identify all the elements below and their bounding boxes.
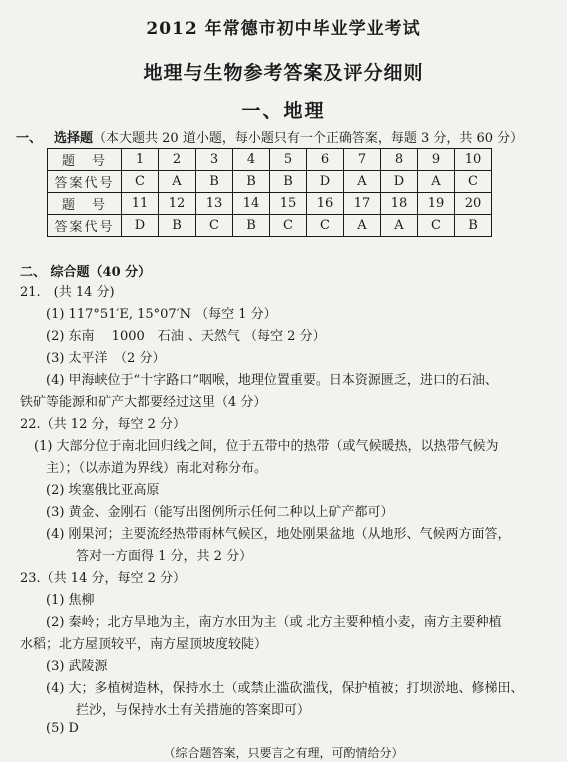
row-header: 答案代号 <box>48 215 122 237</box>
q21-heading: 21. (共 14 分) <box>20 285 115 300</box>
q22-answer-1: (1) 大部分位于南北回归线之间，位于五带中的热带（或气候暖热，以热带气候为 <box>34 439 499 454</box>
part1-heading <box>16 127 523 146</box>
table-cell: 20 <box>455 193 492 215</box>
table-cell: 8 <box>381 149 418 171</box>
table-cell: D <box>122 215 159 237</box>
q21-answer-4-cont: 铁矿等能源和矿产大都要经过这里（4 分） <box>20 395 267 410</box>
table-cell: C <box>455 171 492 193</box>
table-cell: 14 <box>233 193 270 215</box>
answer-table <box>47 148 492 237</box>
table-cell: A <box>418 171 455 193</box>
table-cell: 13 <box>196 193 233 215</box>
table-cell: 16 <box>307 193 344 215</box>
table-cell: D <box>381 171 418 193</box>
table-cell: A <box>344 215 381 237</box>
q23-answer-5: (5) D <box>46 721 79 736</box>
part2-heading: 二、 综合题（40 分） <box>20 265 152 280</box>
table-cell: B <box>270 171 307 193</box>
table-cell: C <box>196 215 233 237</box>
table-cell: 11 <box>122 193 159 215</box>
q21-answer-3: (3) 太平洋 （2 分） <box>46 351 166 366</box>
table-cell: C <box>418 215 455 237</box>
table-cell: 4 <box>233 149 270 171</box>
table-cell: 2 <box>159 149 196 171</box>
table-cell: B <box>233 215 270 237</box>
row-header: 题 号 <box>48 193 122 215</box>
table-cell: B <box>196 171 233 193</box>
exam-title: 2012 年常德市初中毕业学业考试 <box>146 19 421 39</box>
table-row <box>48 149 492 171</box>
q23-answer-2-cont: 水稻；北方屋顶较平，南方屋顶坡度较陡） <box>20 637 268 652</box>
table-cell: B <box>159 215 196 237</box>
row-header: 答案代号 <box>48 171 122 193</box>
q21-answer-1: (1) 117°51′E, 15°07′N （每空 1 分） <box>46 307 277 322</box>
row-header: 题 号 <box>48 149 122 171</box>
table-row <box>48 215 492 237</box>
q23-answer-1: (1) 焦柳 <box>46 593 95 608</box>
table-cell: 19 <box>418 193 455 215</box>
table-cell: 3 <box>196 149 233 171</box>
table-cell: 18 <box>381 193 418 215</box>
table-cell: A <box>344 171 381 193</box>
table-cell: A <box>159 171 196 193</box>
q21-answer-2: (2) 东南 1000 石油 、天然气 （每空 2 分） <box>46 329 326 344</box>
table-cell: 6 <box>307 149 344 171</box>
q22-answer-2: (2) 埃塞俄比亚高原 <box>46 483 160 498</box>
table-cell: C <box>307 215 344 237</box>
document-subtitle: 地理与生物参考答案及评分细则 <box>143 62 424 84</box>
table-cell: 1 <box>122 149 159 171</box>
table-cell: C <box>122 171 159 193</box>
q23-answer-4: (4) 大；多植树造林，保持水土（或禁止滥砍滥伐，保护植被；打坝淤地、修梯田、 <box>46 681 524 696</box>
q23-answer-3: (3) 武陵源 <box>46 659 108 674</box>
q22-answer-4: (4) 刚果河；主要流经热带雨林气候区，地处刚果盆地（从地形、气候两方面答， <box>46 527 511 542</box>
table-cell: 7 <box>344 149 381 171</box>
q22-answer-4-cont: 答对一方面得 1 分，共 2 分） <box>76 549 253 564</box>
q22-answer-3: (3) 黄金、金刚石（能写出图例所示任何二种以上矿产都可） <box>46 505 394 520</box>
table-cell: C <box>270 215 307 237</box>
table-cell: 5 <box>270 149 307 171</box>
q23-answer-4-cont: 拦沙，与保持水土有关措施的答案即可） <box>76 703 311 718</box>
q22-heading: 22.（共 12 分，每空 2 分） <box>20 417 187 432</box>
table-row <box>48 193 492 215</box>
table-cell: B <box>233 171 270 193</box>
table-cell: 15 <box>270 193 307 215</box>
table-cell: 9 <box>418 149 455 171</box>
q23-heading: 23.（共 14 分，每空 2 分） <box>20 571 187 586</box>
table-cell: 17 <box>344 193 381 215</box>
table-cell: 12 <box>159 193 196 215</box>
q23-answer-2: (2) 秦岭；北方旱地为主，南方水田为主（或 北方主要种植小麦，南方主要种植 <box>46 615 502 630</box>
section-title-geography: 一、地理 <box>241 100 326 122</box>
table-cell: B <box>455 215 492 237</box>
table-cell: D <box>307 171 344 193</box>
part1-description: （本大题共 20 道小题，每小题只有一个正确答案，每题 3 分，共 60 分） <box>93 131 524 146</box>
table-cell: A <box>381 215 418 237</box>
q21-answer-4: (4) 甲海峡位于“十字路口”咽喉，地理位置重要。日本资源匮乏，进口的石油、 <box>46 373 498 388</box>
part1-label: 选择题 <box>54 131 94 146</box>
footer-note: （综合题答案，只要言之有理，可酌情给分） <box>163 746 404 760</box>
part1-number: 一、 <box>16 131 43 146</box>
q22-answer-1-cont: 主）；（以赤道为界线）南北对称分布。 <box>46 461 268 476</box>
table-cell: 10 <box>455 149 492 171</box>
table-row <box>48 171 492 193</box>
